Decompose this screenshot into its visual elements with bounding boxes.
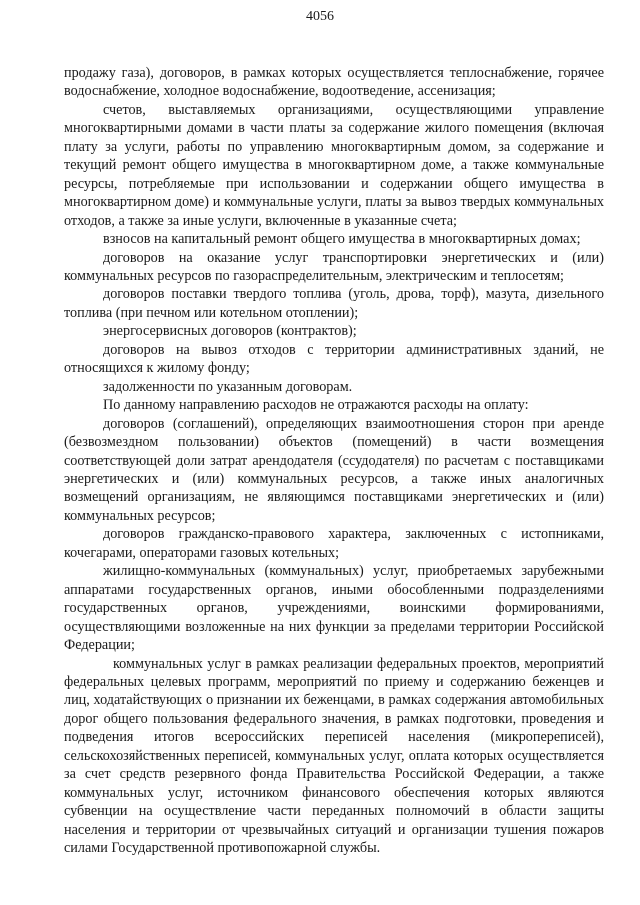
paragraph: договоров (соглашений), определяющих взаимоотношения сторон при аренде (безвозмездном пользовании) объектов (помещений) в части возмещения соответствующей доли затрат арендодателя (ссудодателя) по расчетам с поставщиками энергетических и (или) коммунальных ресурсов, а также иных аналогичных возмещений организациям, не являющимся поставщиками энергетических и (или) коммунальных ресурсов; bbox=[64, 415, 604, 524]
paragraph: договоров на вывоз отходов с территории административных зданий, не относящихся к жилому фонду; bbox=[64, 341, 604, 377]
paragraph: договоров поставки твердого топлива (уголь, дрова, торф), мазута, дизельного топлива (при печном или котельном отоплении); bbox=[64, 286, 604, 321]
paragraph: По данному направлению расходов не отражаются расходы на оплату: bbox=[103, 397, 529, 414]
paragraph: задолженности по указанным договорам. bbox=[103, 378, 353, 395]
paragraph: жилищно-коммунальных (коммунальных) услуг, приобретаемых зарубежными аппаратами государственных органов, иными обособленными подразделениями государственных органов, учреждениями, воинскими формированиями, осуществляющими возложенные на них функции за пределами территории Российской Федерации; bbox=[64, 563, 604, 654]
page-number: 4056 bbox=[306, 9, 334, 24]
paragraph: коммунальных услуг в рамках реализации федеральных проектов, мероприятий федеральных целевых программ, мероприятий по приему и содержанию беженцев и лиц, ходатайствующих о признании их беженцами, в рамках содержания автомобильных дорог общего пользования федерального значения, в рамках подготовки, проведения и подведения итогов всероссийских переписей населения (микропереписей), сельскохозяйственных переписей, коммунальных услуг, оплата которых осуществляется за счет средств резервного фонда Правительства Российской Федерации, а также коммунальных услуг, источником финансового обеспечения которых являются субвенции на осуществление части переданных полномочий в области защиты населения и территории от чрезвычайных ситуаций и организации тушения пожаров силами Государственной противопожарной службы. bbox=[64, 655, 604, 857]
document-body bbox=[64, 64, 604, 857]
paragraph: договоров гражданско-правового характера, заключенных с истопниками, кочегарами, операторами газовых котельных; bbox=[64, 526, 604, 561]
paragraph: счетов, выставляемых организациями, осуществляющими управление многоквартирными домами в части платы за содержание жилого помещения (включая плату за услуги, работы по управлению многоквартирным домом, за содержание и текущий ремонт общего имущества в многоквартирном доме, а также коммунальные ресурсы, потребляемые при использовании и содержании общего имущества в многоквартирном доме) и коммунальные услуги, платы за вывоз твердых коммунальных отходов, а также за иные услуги, включенные в указанные счета; bbox=[64, 101, 604, 229]
paragraph: энергосервисных договоров (контрактов); bbox=[103, 323, 357, 340]
paragraph: взносов на капитальный ремонт общего имущества в многоквартирных домах; bbox=[103, 231, 581, 248]
paragraph: договоров на оказание услуг транспортировки энергетических и (или) коммунальных ресурсов по газораспределительным, электрическим и теплосетям; bbox=[64, 249, 604, 284]
paragraph: продажу газа), договоров, в рамках которых осуществляется теплоснабжение, горячее водоснабжение, холодное водоснабжение, водоотведение, ассенизация; bbox=[64, 65, 604, 100]
